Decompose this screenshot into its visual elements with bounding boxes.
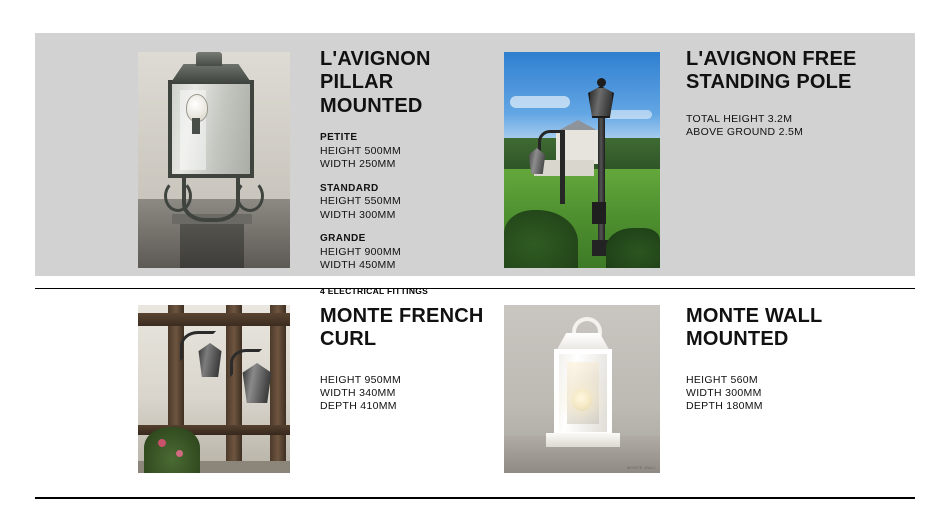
planter-foliage-shape	[144, 427, 200, 473]
lantern-finial-shape	[196, 52, 222, 66]
flower-shape	[176, 450, 183, 457]
spec-line: HEIGHT 900MM	[320, 245, 402, 258]
timber-beam-shape	[226, 305, 242, 473]
product-image-monte-french-curl	[138, 305, 290, 473]
pole-shape	[598, 114, 605, 254]
lantern-finial-shape	[597, 78, 606, 87]
timber-beam-shape	[138, 313, 290, 326]
plinth-shape	[180, 220, 244, 268]
bulb-stem-shape	[192, 118, 200, 134]
cloud-shape	[604, 110, 652, 119]
spec-line: DEPTH 410MM	[320, 400, 397, 413]
spec-group-grande	[320, 233, 495, 272]
spec-line: WIDTH 250MM	[320, 158, 396, 171]
spec-line: WIDTH 300MM	[320, 208, 396, 221]
spec-group	[686, 374, 886, 414]
product-title: L'AVIGNON FREE STANDING POLE	[686, 48, 857, 94]
pole-box-shape	[592, 202, 606, 224]
spec-line: TOTAL HEIGHT 3.2M	[686, 112, 793, 125]
product-text-lavignon-free-standing-pole	[686, 48, 886, 139]
spec-group	[320, 374, 500, 414]
spec-group-petite	[320, 132, 495, 171]
spec-heading: PETITE	[320, 132, 358, 144]
product-title: L'AVIGNON PILLAR MOUNTED	[320, 48, 431, 117]
product-footnote: 4 ELECTRICAL FITTINGS	[320, 286, 429, 297]
spec-line: HEIGHT 560M	[686, 373, 758, 386]
bracket-shape	[182, 176, 240, 222]
product-specs	[320, 132, 495, 272]
flower-shape	[158, 439, 166, 447]
divider-bottom	[35, 497, 915, 499]
lantern-body-shape	[168, 80, 254, 178]
spec-line: WIDTH 340MM	[320, 387, 396, 400]
spec-group	[686, 113, 886, 140]
bulb-shape	[572, 389, 592, 411]
product-title: MONTE FRENCH CURL	[320, 305, 484, 351]
spec-line: ABOVE GROUND 2.5M	[686, 126, 804, 139]
image-caption: MONTE WALL	[626, 465, 656, 470]
product-image-lavignon-pillar-mounted	[138, 52, 290, 268]
product-specs	[320, 374, 500, 414]
product-text-lavignon-pillar-mounted	[320, 48, 495, 296]
shrub-shape	[606, 228, 660, 268]
product-specs	[686, 374, 886, 414]
spec-line: HEIGHT 550MM	[320, 195, 402, 208]
product-image-monte-wall-mounted	[504, 305, 660, 473]
product-image-lavignon-free-standing-pole	[504, 52, 660, 268]
spec-group-standard	[320, 183, 495, 222]
spec-line: HEIGHT 950MM	[320, 373, 402, 386]
product-text-monte-french-curl	[320, 305, 500, 414]
product-title: MONTE WALL MOUNTED	[686, 305, 823, 351]
timber-beam-shape	[270, 305, 286, 473]
scroll-right-shape	[236, 180, 264, 212]
spec-heading: GRANDE	[320, 232, 366, 244]
spec-line: WIDTH 450MM	[320, 258, 396, 271]
cloud-shape	[510, 96, 570, 108]
spec-heading: STANDARD	[320, 182, 379, 194]
product-text-monte-wall-mounted	[686, 305, 886, 414]
spec-line: WIDTH 300MM	[686, 387, 762, 400]
lantern-base-shape	[546, 433, 620, 447]
secondary-pole-shape	[560, 132, 565, 204]
spec-line: DEPTH 180MM	[686, 400, 763, 413]
product-specs	[686, 113, 886, 140]
spec-line: HEIGHT 500MM	[320, 144, 402, 157]
